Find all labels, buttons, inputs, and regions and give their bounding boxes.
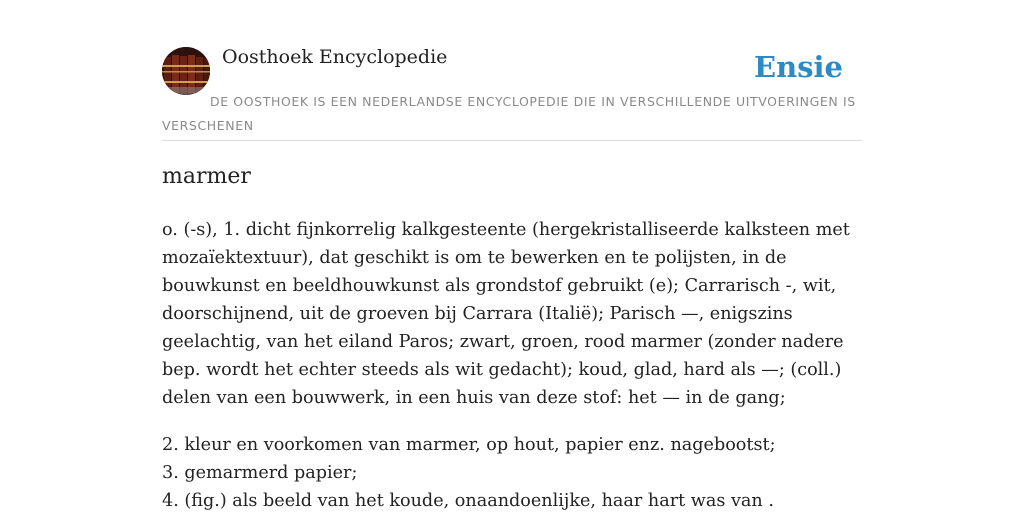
- source-title-link[interactable]: Oosthoek Encyclopedie: [222, 46, 448, 68]
- encyclopedia-books-icon[interactable]: [162, 47, 210, 95]
- entry-definition: [162, 216, 862, 512]
- definition-paragraph-1: o. (-s), 1. dicht fijnkorrelig kalkgesteente (hergekristalliseerde kalksteen met mozaïektextuur), dat geschikt is om te bewerken en te polijsten, in de bouwkunst en beeldhouwkunst als grondstof gebruikt (e); Carrarisch -, wit, doorschijnend, uit de groeven bij Carrara (Italië); Parisch —, enigszins geelachtig, van het eiland Paros; zwart, groen, rood marmer (zonder nadere bep. wordt het echter steeds als wit gedacht); koud, glad, hard als —; (coll.) delen van een bouwwerk, in een huis van deze stof: het — in de gang;: [162, 220, 850, 408]
- definition-paragraph-3: 3. gemarmerd papier;: [162, 463, 358, 483]
- ensie-logo-link[interactable]: Ensie: [754, 50, 843, 84]
- definition-paragraph-2: 2. kleur en voorkomen van marmer, op hout, papier enz. nagebootst;: [162, 435, 776, 455]
- source-header: [162, 44, 862, 141]
- source-description: DE OOSTHOEK IS EEN NEDERLANDSE ENCYCLOPEDIE DIE IN VERSCHILLENDE UITVOERINGEN IS VERSCHENEN: [162, 94, 856, 133]
- entry-headword: marmer: [162, 164, 251, 189]
- definition-paragraph-4: 4. (fig.) als beeld van het koude, onaandoenlijke, haar hart was van .: [162, 491, 774, 511]
